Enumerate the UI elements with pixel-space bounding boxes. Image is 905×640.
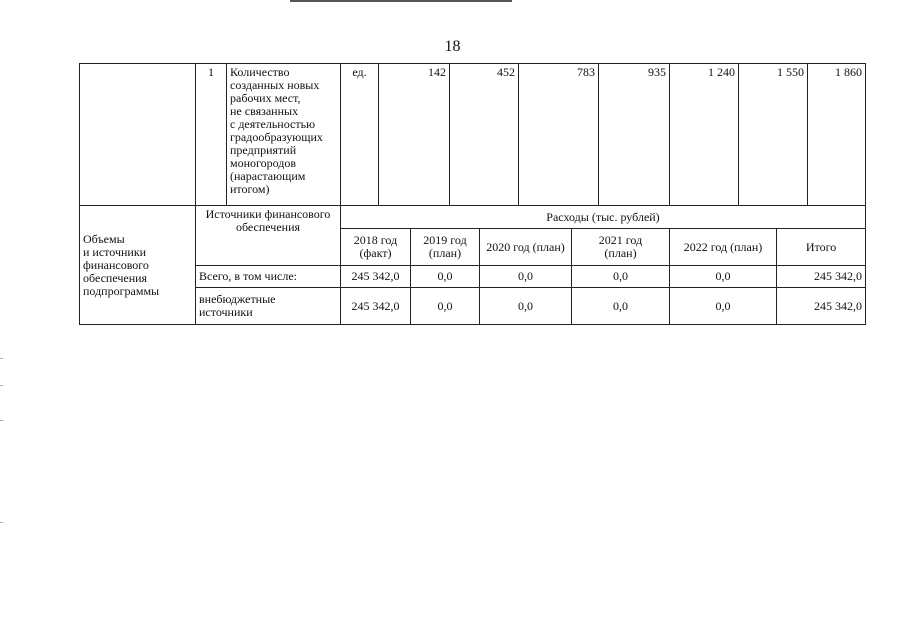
scan-mark	[0, 385, 3, 386]
indicator-value: 142	[379, 64, 450, 206]
scan-mark	[0, 522, 3, 523]
amount-cell: 245 342,0	[777, 266, 866, 288]
amount-cell: 0,0	[480, 266, 572, 288]
amount-cell: 0,0	[572, 266, 670, 288]
year-header: 2018 год (факт)	[341, 229, 411, 266]
amount-cell: 0,0	[670, 288, 777, 325]
expenses-header: Расходы (тыс. рублей)	[341, 206, 866, 229]
amount-cell: 245 342,0	[777, 288, 866, 325]
amount-cell: 245 342,0	[341, 288, 411, 325]
indicator-value: 783	[519, 64, 599, 206]
year-header: 2022 год (план)	[670, 229, 777, 266]
source-label: внебюджетные источники	[196, 288, 341, 325]
section-label: Объемы и источники финансового обеспечения подпрограммы	[80, 206, 196, 325]
indicator-value: 452	[450, 64, 519, 206]
indicator-unit: ед.	[341, 64, 379, 206]
expenses-header-row	[80, 206, 866, 229]
indicator-value: 1 550	[739, 64, 808, 206]
top-edge-line	[290, 0, 512, 2]
year-header: 2021 год (план)	[572, 229, 670, 266]
sources-header: Источники финансового обеспечения	[196, 206, 341, 266]
amount-cell: 0,0	[411, 266, 480, 288]
amount-cell: 0,0	[670, 266, 777, 288]
year-header: 2019 год (план)	[411, 229, 480, 266]
total-header: Итого	[777, 229, 866, 266]
indicator-name: Количество созданных новых рабочих мест, не связанных с деятельностью градообразующих предприятий моногородов (нарастающим итогом)	[227, 64, 341, 206]
amount-cell: 0,0	[572, 288, 670, 325]
indicator-number: 1	[196, 64, 227, 206]
amount-cell: 0,0	[411, 288, 480, 325]
indicator-value: 1 240	[670, 64, 739, 206]
source-label: Всего, в том числе:	[196, 266, 341, 288]
scan-mark	[0, 420, 3, 421]
passport-table	[79, 63, 866, 325]
year-header: 2020 год (план)	[480, 229, 572, 266]
page-number: 18	[444, 38, 461, 55]
finance-row-total	[80, 266, 866, 288]
scan-mark	[0, 358, 3, 359]
amount-cell: 245 342,0	[341, 266, 411, 288]
indicator-value: 1 860	[808, 64, 866, 206]
finance-row-extrabudget	[80, 288, 866, 325]
indicator-value: 935	[599, 64, 670, 206]
empty-cell	[80, 64, 196, 206]
amount-cell: 0,0	[480, 288, 572, 325]
indicator-row	[80, 64, 866, 206]
